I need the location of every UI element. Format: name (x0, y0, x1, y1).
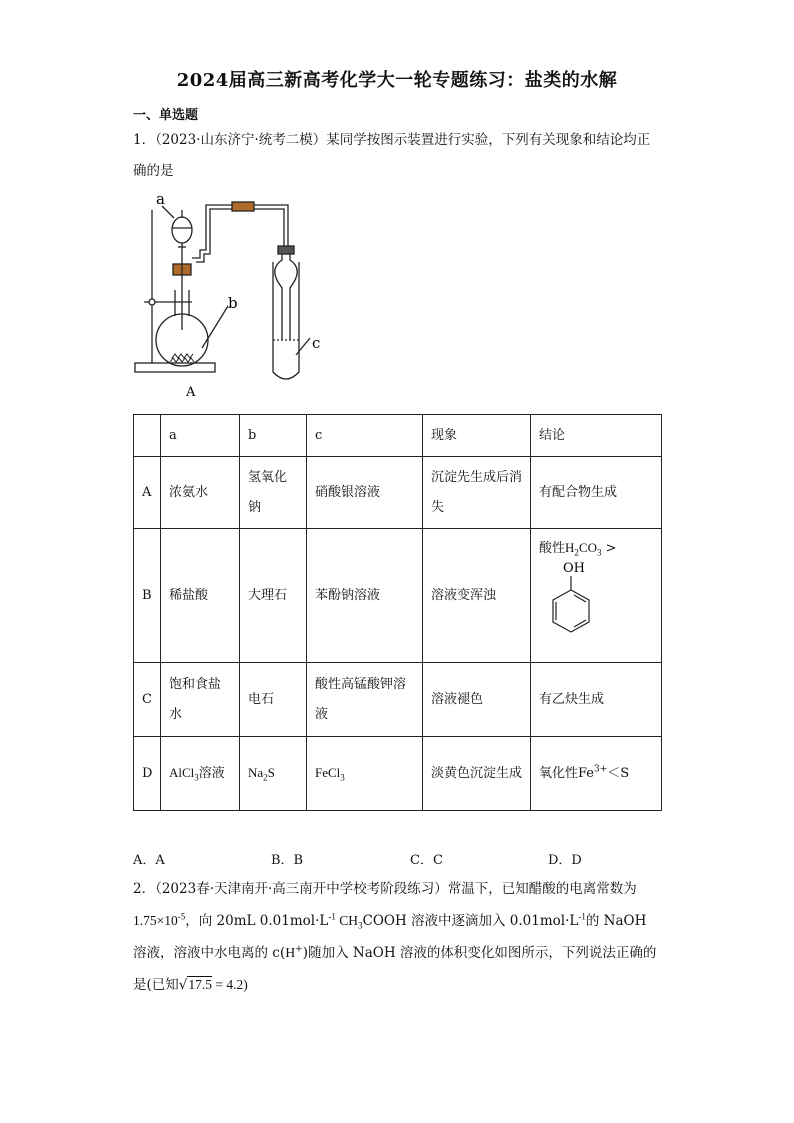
formula: FeCl (315, 765, 341, 780)
phenol-oh-label: OH (563, 561, 585, 576)
formula: Na (248, 765, 264, 780)
conclusion-prefix: 氧化性Fe (539, 765, 595, 781)
formula-sub: 3 (340, 772, 345, 783)
question-1-stem: 1．（2023·山东济宁·统考二模）某同学按图示装置进行实验，下列有关现象和结论均正确的是 (133, 132, 651, 179)
option-b[interactable]: B．B (271, 853, 304, 868)
cell-conclusion (531, 529, 662, 663)
label-b: b (228, 294, 238, 312)
charge-sup: + (295, 944, 303, 955)
apparatus-figure (130, 190, 350, 400)
option-a[interactable]: A．A (133, 853, 165, 868)
ka-exponent: -5 (177, 911, 186, 922)
q2-text: COOH 溶液中逐滴加入 0.01mol·L (362, 913, 579, 929)
options-table (133, 414, 662, 811)
page-title: 2024届高三新高考化学大一轮专题练习：盐类的水解 (176, 70, 618, 91)
unit-exponent: -1 (328, 911, 336, 922)
cell-c (307, 737, 423, 811)
phenol-structure (541, 560, 601, 642)
q2-text: 2．（2023春·天津南开·高三南开中学校考阶段练习）常温下，已知醋酸的电离常数为 (133, 881, 637, 897)
option-d[interactable]: D．D (548, 853, 582, 868)
cell-a: 稀盐酸 (161, 529, 240, 663)
rubber-connector (232, 202, 254, 211)
conclusion-suffix: > (601, 541, 617, 556)
formula-sub: 3 (596, 547, 602, 558)
cell-b: 氢氧化钠 (240, 457, 307, 529)
q2-text: CH (335, 913, 358, 928)
formula-sub: 2 (263, 772, 268, 783)
stand-base (135, 363, 215, 372)
conclusion-prefix: 酸性 (539, 541, 566, 556)
cell-phenomenon: 淡黄色沉淀生成 (423, 737, 531, 811)
h-ion: H (285, 945, 296, 960)
question-2-stem: 2．（2023春·天津南开·高三南开中学校考阶段练习）常温下，已知醋酸的电离常数为$1.75\times 10^{-5}$，向 20mL $0.01mol\cdot L^{-1}$ $CH_3COOH$ 溶液中逐滴加入 $0.01mol\cdot L^{-1}$的 NaOH 溶液，溶液中水电离的 c(H+)随加入 NaOH 溶液的体积变化如图所示，下列说法正确的是(已知√17.5 = 4.2) (133, 881, 657, 993)
row-id: A (134, 457, 161, 529)
figure-caption: A (186, 385, 196, 400)
cell-b: 大理石 (240, 529, 307, 663)
dropping-funnel (172, 217, 192, 243)
cell-a: 浓氨水 (161, 457, 240, 529)
sqrt-value: 17.5 (188, 977, 213, 992)
table-header (134, 415, 161, 457)
table-header: 现象 (423, 415, 531, 457)
table-row (134, 663, 662, 737)
cell-phenomenon: 溶液褪色 (423, 663, 531, 737)
q2-text: 的 NaOH 溶液，溶液中水电离的 c (133, 913, 647, 961)
q2-text: ，向 20mL 0.01mol·L (185, 913, 329, 929)
label-a: a (156, 190, 165, 208)
formula-sub: 2 (574, 547, 579, 558)
formula: AlCl (169, 765, 195, 780)
table-header: a (161, 415, 240, 457)
cell-c: 苯酚钠溶液 (307, 529, 423, 663)
q2-text: 随加入 NaOH 溶液的体积变化如图所示，下列说法正确的是(已知 (133, 945, 657, 993)
table-header: 结论 (531, 415, 662, 457)
charge-sup: 3+ (594, 764, 608, 775)
cell-a: 饱和食盐水 (161, 663, 240, 737)
cell-phenomenon: 沉淀先生成后消失 (423, 457, 531, 529)
answer-options (133, 849, 693, 871)
table-header: b (240, 415, 307, 457)
formula-sub: 3 (357, 920, 363, 931)
conclusion-suffix: ＜S (607, 765, 630, 781)
cell-c: 酸性高锰酸钾溶液 (307, 663, 423, 737)
label-c: c (312, 334, 321, 352)
q2-text: = 4.2) (212, 977, 248, 992)
formula-tail: 溶液 (198, 766, 225, 781)
option-c[interactable]: C．C (410, 853, 443, 868)
section-heading: 一、单选题 (133, 108, 199, 123)
table-row (134, 737, 662, 811)
formula-co: CO (578, 540, 597, 555)
cell-conclusion: 有乙炔生成 (531, 663, 662, 737)
ka-value: 1.75×10 (133, 913, 178, 928)
formula-h: H (565, 540, 575, 555)
cell-b (240, 737, 307, 811)
cell-conclusion: 有配合物生成 (531, 457, 662, 529)
formula-sub: 3 (194, 772, 199, 783)
cell-c: 硝酸银溶液 (307, 457, 423, 529)
formula-tail: S (267, 765, 275, 780)
row-id: C (134, 663, 161, 737)
table-header-row (134, 415, 662, 457)
table-header: c (307, 415, 423, 457)
unit-exponent: -1 (578, 911, 586, 922)
label-b-leader (202, 306, 228, 348)
row-id: D (134, 737, 161, 811)
table-row (134, 457, 662, 529)
row-id: B (134, 529, 161, 663)
table-row (134, 529, 662, 663)
cell-a (161, 737, 240, 811)
cell-phenomenon: 溶液变浑浊 (423, 529, 531, 663)
cell-conclusion (531, 737, 662, 811)
cell-b: 电石 (240, 663, 307, 737)
